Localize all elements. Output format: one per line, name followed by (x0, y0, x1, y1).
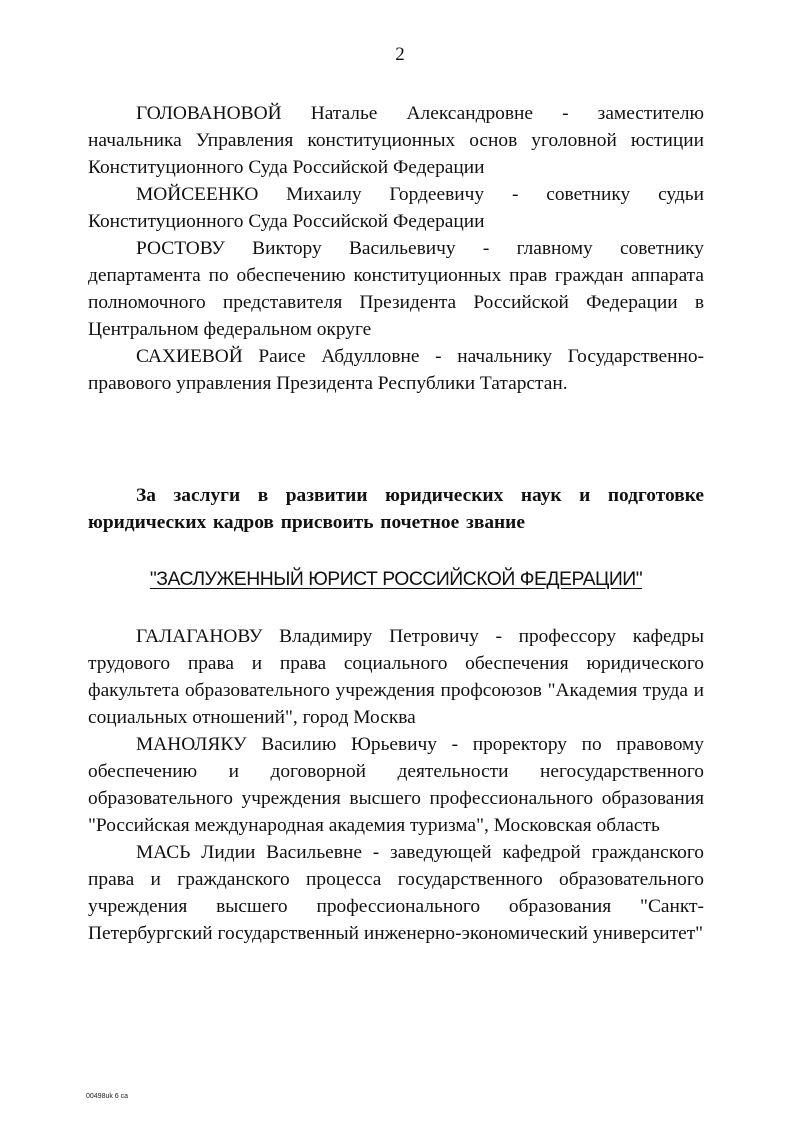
recipient-position: - профессору кафедры трудового права и права социального обеспечения юридического факультета образовательного учреждения профсоюзов "Академия труда и социальных отношений", город Москва (88, 626, 704, 728)
award-paragraph-rostov (88, 235, 704, 343)
recipient-position: - заведующей кафедрой гражданского права и гражданского процесса государственного образовательного учреждения высшего профессионального образования "Санкт-Петербургский государственный инженерно-экономический университет" (88, 842, 704, 944)
recipient-position: - главному советнику департамента по обеспечению конституционных прав граждан аппарата полномочного представителя Президента Российской Федерации в Центральном федеральном округе (88, 238, 704, 340)
honorary-title: "ЗАСЛУЖЕННЫЙ ЮРИСТ РОССИЙСКОЙ ФЕДЕРАЦИИ" (149, 568, 643, 590)
recipient-position: - советнику судьи Конституционного Суда Российской Федерации (88, 184, 704, 232)
document-body (88, 100, 704, 947)
award-paragraph-golovanova (88, 100, 704, 181)
section-spacer (88, 397, 704, 482)
award-heading: За заслуги в развитии юридических наук и подготовке юридических кадров присвоить почетное звание (88, 485, 704, 533)
recipient-name: ГОЛОВАНОВОЙ Наталье Александровне (136, 103, 533, 124)
award-paragraph-mas (88, 839, 704, 947)
award-paragraph-sakhieva (88, 343, 704, 397)
footer-code: 00498uk 6 ca (86, 1093, 129, 1100)
recipient-name: МОЙСЕЕНКО Михаилу Гордеевичу (136, 184, 485, 205)
recipient-name: МАСЬ Лидии Васильевне (136, 842, 362, 863)
recipient-position: - заместителю начальника Управления конституционных основ уголовной юстиции Конституционного Суда Российской Федерации (88, 103, 704, 178)
recipient-name: МАНОЛЯКУ Василию Юрьевичу (136, 734, 437, 755)
page-number: 2 (395, 44, 405, 65)
recipient-name: САХИЕВОЙ Раисе Абдулловне (136, 346, 420, 367)
recipient-position: - начальнику Государственно-правового управления Президента Республики Татарстан. (88, 346, 704, 394)
award-paragraph-galaganov (88, 623, 704, 731)
recipient-name: ГАЛАГАНОВУ Владимиру Петровичу (136, 626, 479, 647)
award-paragraph-moiseenko (88, 181, 704, 235)
recipient-position: - проректору по правовому обеспечению и договорной деятельности негосударственного образовательного учреждения высшего профессионального образования "Российская международная академия туризма", Московская область (88, 734, 704, 836)
recipient-name: РОСТОВУ Виктору Васильевичу (136, 238, 456, 259)
award-paragraph-manolyak (88, 731, 704, 839)
